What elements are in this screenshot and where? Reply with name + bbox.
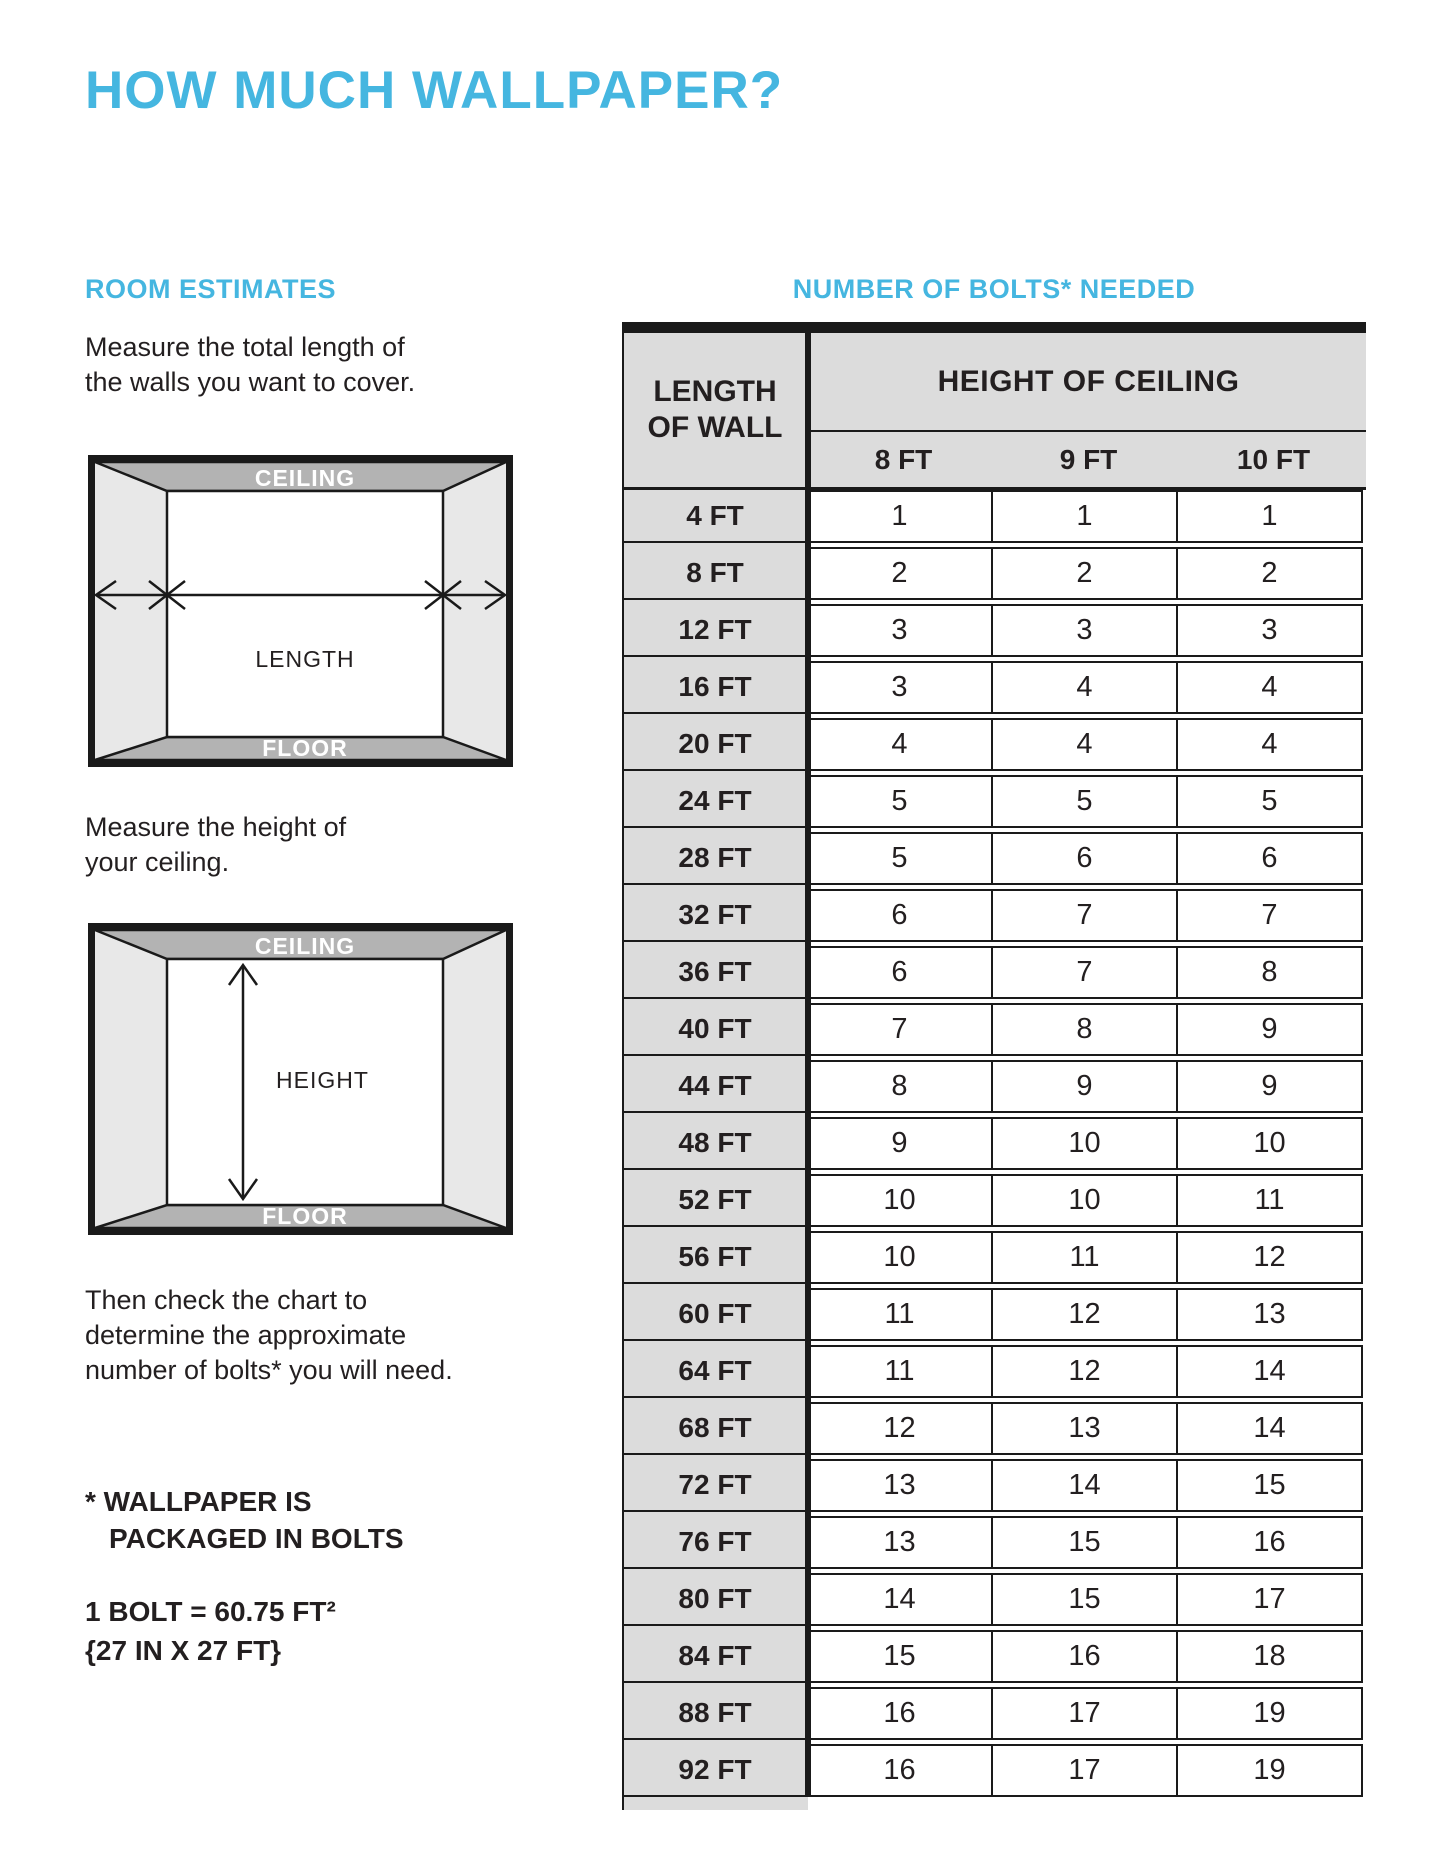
wall-length-cell: 64 FT bbox=[622, 1345, 808, 1398]
bolt-info-line: 1 BOLT = 60.75 FT² bbox=[85, 1596, 336, 1627]
bolts-10ft-cell: 19 bbox=[1178, 1687, 1363, 1740]
bolts-9ft-cell: 1 bbox=[993, 490, 1178, 543]
bolts-10ft-cell: 4 bbox=[1178, 661, 1363, 714]
table-row bbox=[622, 718, 1366, 771]
bolts-10ft-cell: 7 bbox=[1178, 889, 1363, 942]
bolts-10ft-cell: 2 bbox=[1178, 547, 1363, 600]
bolts-10ft-cell: 18 bbox=[1178, 1630, 1363, 1683]
bolts-8ft-cell: 5 bbox=[808, 832, 993, 885]
bolts-10ft-cell: 15 bbox=[1178, 1459, 1363, 1512]
table-row bbox=[622, 946, 1366, 999]
bolts-9ft-cell: 12 bbox=[993, 1288, 1178, 1341]
wall-length-cell: 32 FT bbox=[622, 889, 808, 942]
table-row bbox=[622, 1003, 1366, 1056]
wall-length-cell: 76 FT bbox=[622, 1516, 808, 1569]
bolts-8ft-cell: 1 bbox=[808, 490, 993, 543]
bolts-8ft-cell: 3 bbox=[808, 604, 993, 657]
bolts-10ft-cell: 10 bbox=[1178, 1117, 1363, 1170]
bolts-8ft-cell: 12 bbox=[808, 1402, 993, 1455]
header-line: LENGTH bbox=[653, 375, 777, 408]
table-row bbox=[622, 547, 1366, 600]
wall-length-cell: 24 FT bbox=[622, 775, 808, 828]
wall-length-cell: 16 FT bbox=[622, 661, 808, 714]
wall-length-cell: 36 FT bbox=[622, 946, 808, 999]
bolts-9ft-cell: 16 bbox=[993, 1630, 1178, 1683]
bolts-9ft-cell: 3 bbox=[993, 604, 1178, 657]
table-row bbox=[622, 1744, 1366, 1797]
table-row bbox=[622, 1231, 1366, 1284]
table-row bbox=[622, 775, 1366, 828]
bolts-8ft-cell: 10 bbox=[808, 1174, 993, 1227]
table-row bbox=[622, 1402, 1366, 1455]
bolts-8ft-cell: 7 bbox=[808, 1003, 993, 1056]
length-label: LENGTH bbox=[255, 646, 355, 672]
measure-length-instruction bbox=[85, 330, 415, 400]
table-row bbox=[622, 604, 1366, 657]
wall-length-cell: 8 FT bbox=[622, 547, 808, 600]
bolts-10ft-cell: 9 bbox=[1178, 1060, 1363, 1113]
ceiling-label: CEILING bbox=[254, 933, 356, 959]
bolts-10ft-cell: 14 bbox=[1178, 1402, 1363, 1455]
bolts-10ft-cell: 19 bbox=[1178, 1744, 1363, 1797]
bolts-9ft-cell: 4 bbox=[993, 661, 1178, 714]
bolts-10ft-cell: 17 bbox=[1178, 1573, 1363, 1626]
bolts-10ft-cell: 11 bbox=[1178, 1174, 1363, 1227]
bolts-8ft-cell: 4 bbox=[808, 718, 993, 771]
check-chart-instruction bbox=[85, 1283, 453, 1388]
instruction-line: your ceiling. bbox=[85, 847, 230, 877]
subheader-10ft: 10 FT bbox=[1236, 443, 1311, 475]
bolts-8ft-cell: 2 bbox=[808, 547, 993, 600]
bolts-table-title: NUMBER OF BOLTS* NEEDED bbox=[792, 274, 1196, 304]
wall-length-cell: 84 FT bbox=[622, 1630, 808, 1683]
bolts-8ft-cell: 6 bbox=[808, 946, 993, 999]
table-top-border bbox=[622, 322, 1366, 333]
bolts-10ft-cell: 5 bbox=[1178, 775, 1363, 828]
table-row bbox=[622, 1288, 1366, 1341]
bolts-9ft-cell: 15 bbox=[993, 1516, 1178, 1569]
bolts-8ft-cell: 3 bbox=[808, 661, 993, 714]
wall-length-cell: 28 FT bbox=[622, 832, 808, 885]
subheader-9ft: 9 FT bbox=[1059, 443, 1118, 475]
bolts-8ft-cell: 13 bbox=[808, 1516, 993, 1569]
header-line: OF WALL bbox=[647, 411, 783, 444]
wall-length-cell: 56 FT bbox=[622, 1231, 808, 1284]
instruction-line: Measure the height of bbox=[85, 812, 347, 842]
height-of-ceiling-header: HEIGHT OF CEILING bbox=[937, 364, 1240, 398]
table-row bbox=[622, 889, 1366, 942]
bolts-9ft-cell: 11 bbox=[993, 1231, 1178, 1284]
bolts-10ft-cell: 14 bbox=[1178, 1345, 1363, 1398]
back-wall bbox=[167, 491, 443, 737]
instruction-line: Measure the total length of bbox=[85, 332, 405, 362]
bolts-10ft-cell: 8 bbox=[1178, 946, 1363, 999]
bolts-8ft-cell: 16 bbox=[808, 1687, 993, 1740]
subheader-8ft: 8 FT bbox=[874, 443, 933, 475]
bolts-9ft-cell: 17 bbox=[993, 1687, 1178, 1740]
bolts-9ft-cell: 14 bbox=[993, 1459, 1178, 1512]
bolts-9ft-cell: 9 bbox=[993, 1060, 1178, 1113]
table-row bbox=[622, 1459, 1366, 1512]
wall-length-cell: 68 FT bbox=[622, 1402, 808, 1455]
footnote-line: * WALLPAPER IS bbox=[85, 1486, 312, 1517]
bolts-10ft-cell: 4 bbox=[1178, 718, 1363, 771]
instruction-line: the walls you want to cover. bbox=[85, 367, 416, 397]
room-height-diagram bbox=[88, 923, 513, 1235]
floor-label: FLOOR bbox=[262, 1203, 348, 1229]
bolts-10ft-cell: 3 bbox=[1178, 604, 1363, 657]
bolts-8ft-cell: 15 bbox=[808, 1630, 993, 1683]
bolts-8ft-cell: 8 bbox=[808, 1060, 993, 1113]
wall-length-cell: 72 FT bbox=[622, 1459, 808, 1512]
bolts-9ft-cell: 10 bbox=[993, 1117, 1178, 1170]
table-row bbox=[622, 1060, 1366, 1113]
bolts-9ft-cell: 2 bbox=[993, 547, 1178, 600]
bolts-10ft-cell: 16 bbox=[1178, 1516, 1363, 1569]
wall-length-cell: 40 FT bbox=[622, 1003, 808, 1056]
bolts-9ft-cell: 13 bbox=[993, 1402, 1178, 1455]
bolts-9ft-cell: 15 bbox=[993, 1573, 1178, 1626]
bolts-10ft-cell: 12 bbox=[1178, 1231, 1363, 1284]
bolts-9ft-cell: 7 bbox=[993, 946, 1178, 999]
table-row bbox=[622, 1687, 1366, 1740]
length-of-wall-header bbox=[622, 333, 808, 487]
table-row bbox=[622, 832, 1366, 885]
ceiling-height-subheaders bbox=[811, 432, 1366, 487]
bolts-9ft-cell: 17 bbox=[993, 1744, 1178, 1797]
bolts-8ft-cell: 11 bbox=[808, 1288, 993, 1341]
bolts-9ft-cell: 8 bbox=[993, 1003, 1178, 1056]
bolts-9ft-cell: 10 bbox=[993, 1174, 1178, 1227]
bolts-footnote bbox=[85, 1483, 404, 1557]
instruction-line: determine the approximate bbox=[85, 1320, 407, 1350]
bolts-10ft-cell: 1 bbox=[1178, 490, 1363, 543]
wall-length-cell: 4 FT bbox=[622, 490, 808, 543]
bolts-8ft-cell: 11 bbox=[808, 1345, 993, 1398]
bolts-8ft-cell: 10 bbox=[808, 1231, 993, 1284]
table-row bbox=[622, 1630, 1366, 1683]
table-column-divider bbox=[805, 333, 811, 1797]
bolts-8ft-cell: 14 bbox=[808, 1573, 993, 1626]
bolts-10ft-cell: 6 bbox=[1178, 832, 1363, 885]
wall-length-cell: 20 FT bbox=[622, 718, 808, 771]
table-row bbox=[622, 1174, 1366, 1227]
page-title: HOW MUCH WALLPAPER? bbox=[85, 61, 784, 120]
floor-label: FLOOR bbox=[262, 735, 348, 761]
bolts-8ft-cell: 9 bbox=[808, 1117, 993, 1170]
bolts-8ft-cell: 5 bbox=[808, 775, 993, 828]
bolts-8ft-cell: 6 bbox=[808, 889, 993, 942]
measure-height-instruction bbox=[85, 810, 346, 880]
height-label: HEIGHT bbox=[276, 1067, 369, 1093]
bolts-9ft-cell: 5 bbox=[993, 775, 1178, 828]
bolts-9ft-cell: 7 bbox=[993, 889, 1178, 942]
wall-length-cell: 12 FT bbox=[622, 604, 808, 657]
wall-length-cell: 48 FT bbox=[622, 1117, 808, 1170]
table-row bbox=[622, 1117, 1366, 1170]
table-row bbox=[622, 661, 1366, 714]
wall-length-cell: 60 FT bbox=[622, 1288, 808, 1341]
footnote-line: PACKAGED IN BOLTS bbox=[109, 1523, 404, 1554]
bolt-info-line: {27 IN X 27 FT} bbox=[85, 1635, 282, 1666]
ceiling-label: CEILING bbox=[254, 465, 356, 491]
table-row bbox=[622, 1573, 1366, 1626]
bolts-9ft-cell: 4 bbox=[993, 718, 1178, 771]
wall-length-cell: 44 FT bbox=[622, 1060, 808, 1113]
bolts-10ft-cell: 9 bbox=[1178, 1003, 1363, 1056]
bolts-10ft-cell: 13 bbox=[1178, 1288, 1363, 1341]
bolt-size-info bbox=[85, 1592, 336, 1670]
wall-length-cell: 92 FT bbox=[622, 1744, 808, 1797]
bolts-8ft-cell: 13 bbox=[808, 1459, 993, 1512]
wall-length-cell: 88 FT bbox=[622, 1687, 808, 1740]
instruction-line: number of bolts* you will need. bbox=[85, 1355, 453, 1385]
bolts-8ft-cell: 16 bbox=[808, 1744, 993, 1797]
room-estimates-heading: ROOM ESTIMATES bbox=[85, 274, 337, 304]
bolts-9ft-cell: 6 bbox=[993, 832, 1178, 885]
table-row bbox=[622, 1345, 1366, 1398]
bolts-9ft-cell: 12 bbox=[993, 1345, 1178, 1398]
table-row bbox=[622, 490, 1366, 543]
wall-length-cell: 80 FT bbox=[622, 1573, 808, 1626]
room-length-diagram bbox=[88, 455, 513, 767]
instruction-line: Then check the chart to bbox=[85, 1285, 368, 1315]
wall-length-cell: 52 FT bbox=[622, 1174, 808, 1227]
table-rows bbox=[622, 490, 1366, 1801]
table-row bbox=[622, 1516, 1366, 1569]
